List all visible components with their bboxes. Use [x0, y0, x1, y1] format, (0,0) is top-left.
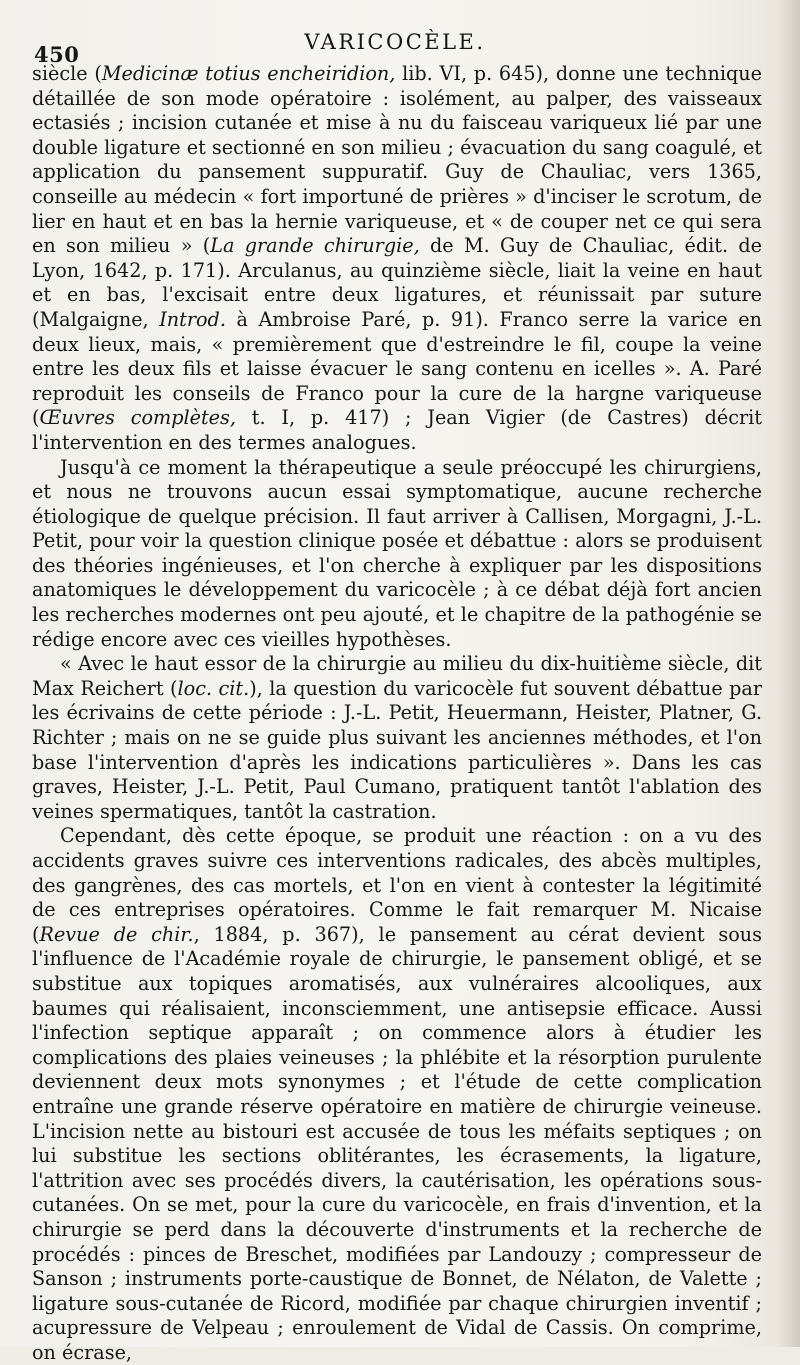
- italic-citation: Œuvres complètes,: [39, 406, 236, 430]
- text-run: lib. VI, p. 645), donne une technique détaillée de son mode opératoire : isolément, au palper, des vaisseaux ectasiés ; incision cutanée et mise à nu du faisceau variqueux lié par une double ligature et sectionné en son milieu ; évacuation du sang coagulé, et application du pansement suppuratif. Guy de Chauliac, vers 1365, conseille au médecin « fort importuné de prières » d'inciser le scrotum, de lier en haut et en bas la hernie variqueuse, et « de couper net ce qui sera en son milieu » (: [32, 62, 763, 258]
- text-run: Jusqu'à ce moment la thérapeutique a seule préoccupé les chirurgiens, et nous ne trouvons aucun essai symptomatique, aucune recherche étiologique de quelque précision. Il faut arriver à Callisen, Morgagni, J.-L. Petit, pour voir la question clinique posée et débattue : alors se produisent des théories ingénieuses, et l'on cherche à expliquer par les dispositions anatomiques le développement du varicocèle ; à ce débat déjà fort ancien les recherches modernes ont peu ajouté, et le chapitre de la pathogénie se rédige encore avec ces vieilles hypothèses.: [32, 455, 762, 651]
- paragraph-3: [32, 652, 762, 824]
- italic-citation: La grande chirurgie,: [210, 234, 420, 258]
- italic-citation: Medicinæ totius encheiridion,: [101, 62, 396, 85]
- body-text: [32, 62, 762, 1365]
- paragraph-4: [32, 824, 762, 1365]
- italic-citation: Introd.: [159, 307, 226, 331]
- page-number: 450: [34, 42, 80, 67]
- running-title: VARICOCÈLE.: [304, 30, 486, 54]
- text-run: siècle (: [32, 62, 102, 85]
- paragraph-2: [32, 456, 762, 653]
- text-run: « Avec le haut essor de la chirurgie au milieu du dix-huitième siècle, dit Max Reichert (: [32, 652, 762, 700]
- text-run: , 1884, p. 367), le pansement au cérat devient sous l'influence de l'Académie royale de chirurgie, le pansement obligé, et se substitue aux topiques aromatisés, aux vulnéraires alcooliques, aux baumes qui réalisaient, inconsciemment, une antisepsie efficace. Aussi l'infection septique apparaît ; on commence alors à étudier les complications des plaies veineuses ; la phlébite et la résorption purulente deviennent deux mots synonymes ; et l'étude de cette complication entraîne une grande réserve opératoire en matière de chirurgie veineuse. L'incision nette au bistouri est accusée de tous les méfaits septiques ; on lui substitue les sections oblitérantes, les écrasements, la ligature, l'attrition avec ses procédés divers, la cautérisation, les opérations sous-cutanées. On se met, pour la cure du varicocèle, en frais d'invention, et la chirurgie se perd dans la découverte d'instruments et la recherche de procédés : pinces de Breschet, modifiées par Landouzy ; compresseur de Sanson ; instruments porte-caustique de Bonnet, de Nélaton, de Valette ; ligature sous-cutanée de Ricord, modifiée par chaque chirurgien inventif ; acupressure de Velpeau ; enroulement de Vidal de Cassis. On comprime, on écrase,: [32, 922, 763, 1364]
- text-run: à Ambroise Paré, p. 91). Franco serre la varice en deux lieux, mais, « premièrement que d'estreindre le fil, coupe la veine entre les deux fils et laisse évacuer le sang contenu en icelles ». A. Paré reproduit les conseils de Franco pour la cure de la hargne variqueuse (: [32, 307, 762, 430]
- italic-citation: Revue de chir.: [39, 922, 194, 946]
- page-header: [30, 28, 760, 67]
- italic-citation: loc. cit.: [177, 676, 250, 700]
- text-run: de M. Guy de Chauliac, édit. de Lyon, 1642, p. 171). Arculanus, au quinzième siècle, liait la veine en haut et en bas, l'excisait entre deux ligatures, et réunissait par suture (Malgaigne,: [32, 234, 762, 331]
- text-run: t. I, p. 417) ; Jean Vigier (de Castres) décrit l'intervention en des termes analogues.: [32, 406, 762, 454]
- paragraph-1: [32, 62, 762, 456]
- page-edge-shadow: [778, 0, 800, 1347]
- text-run: ), la question du varicocèle fut souvent débattue par les écrivains de cette période : J.-L. Petit, Heuermann, Heister, Platner, G. Richter ; mais on ne se guide plus suivant les anciennes méthodes, et l'on base l'intervention d'après les indications particulières ». Dans les cas graves, Heister, J.-L. Petit, Paul Cumano, pratiquent tantôt l'ablation des veines spermatiques, tantôt la castration.: [32, 676, 763, 823]
- text-run: Cependant, dès cette époque, se produit une réaction : on a vu des accidents graves suivre ces interventions radicales, des abcès multiples, des gangrènes, des cas mortels, et l'on en vient à contester la légitimité de ces entreprises opératoires. Comme le fait remarquer M. Nicaise (: [32, 824, 762, 946]
